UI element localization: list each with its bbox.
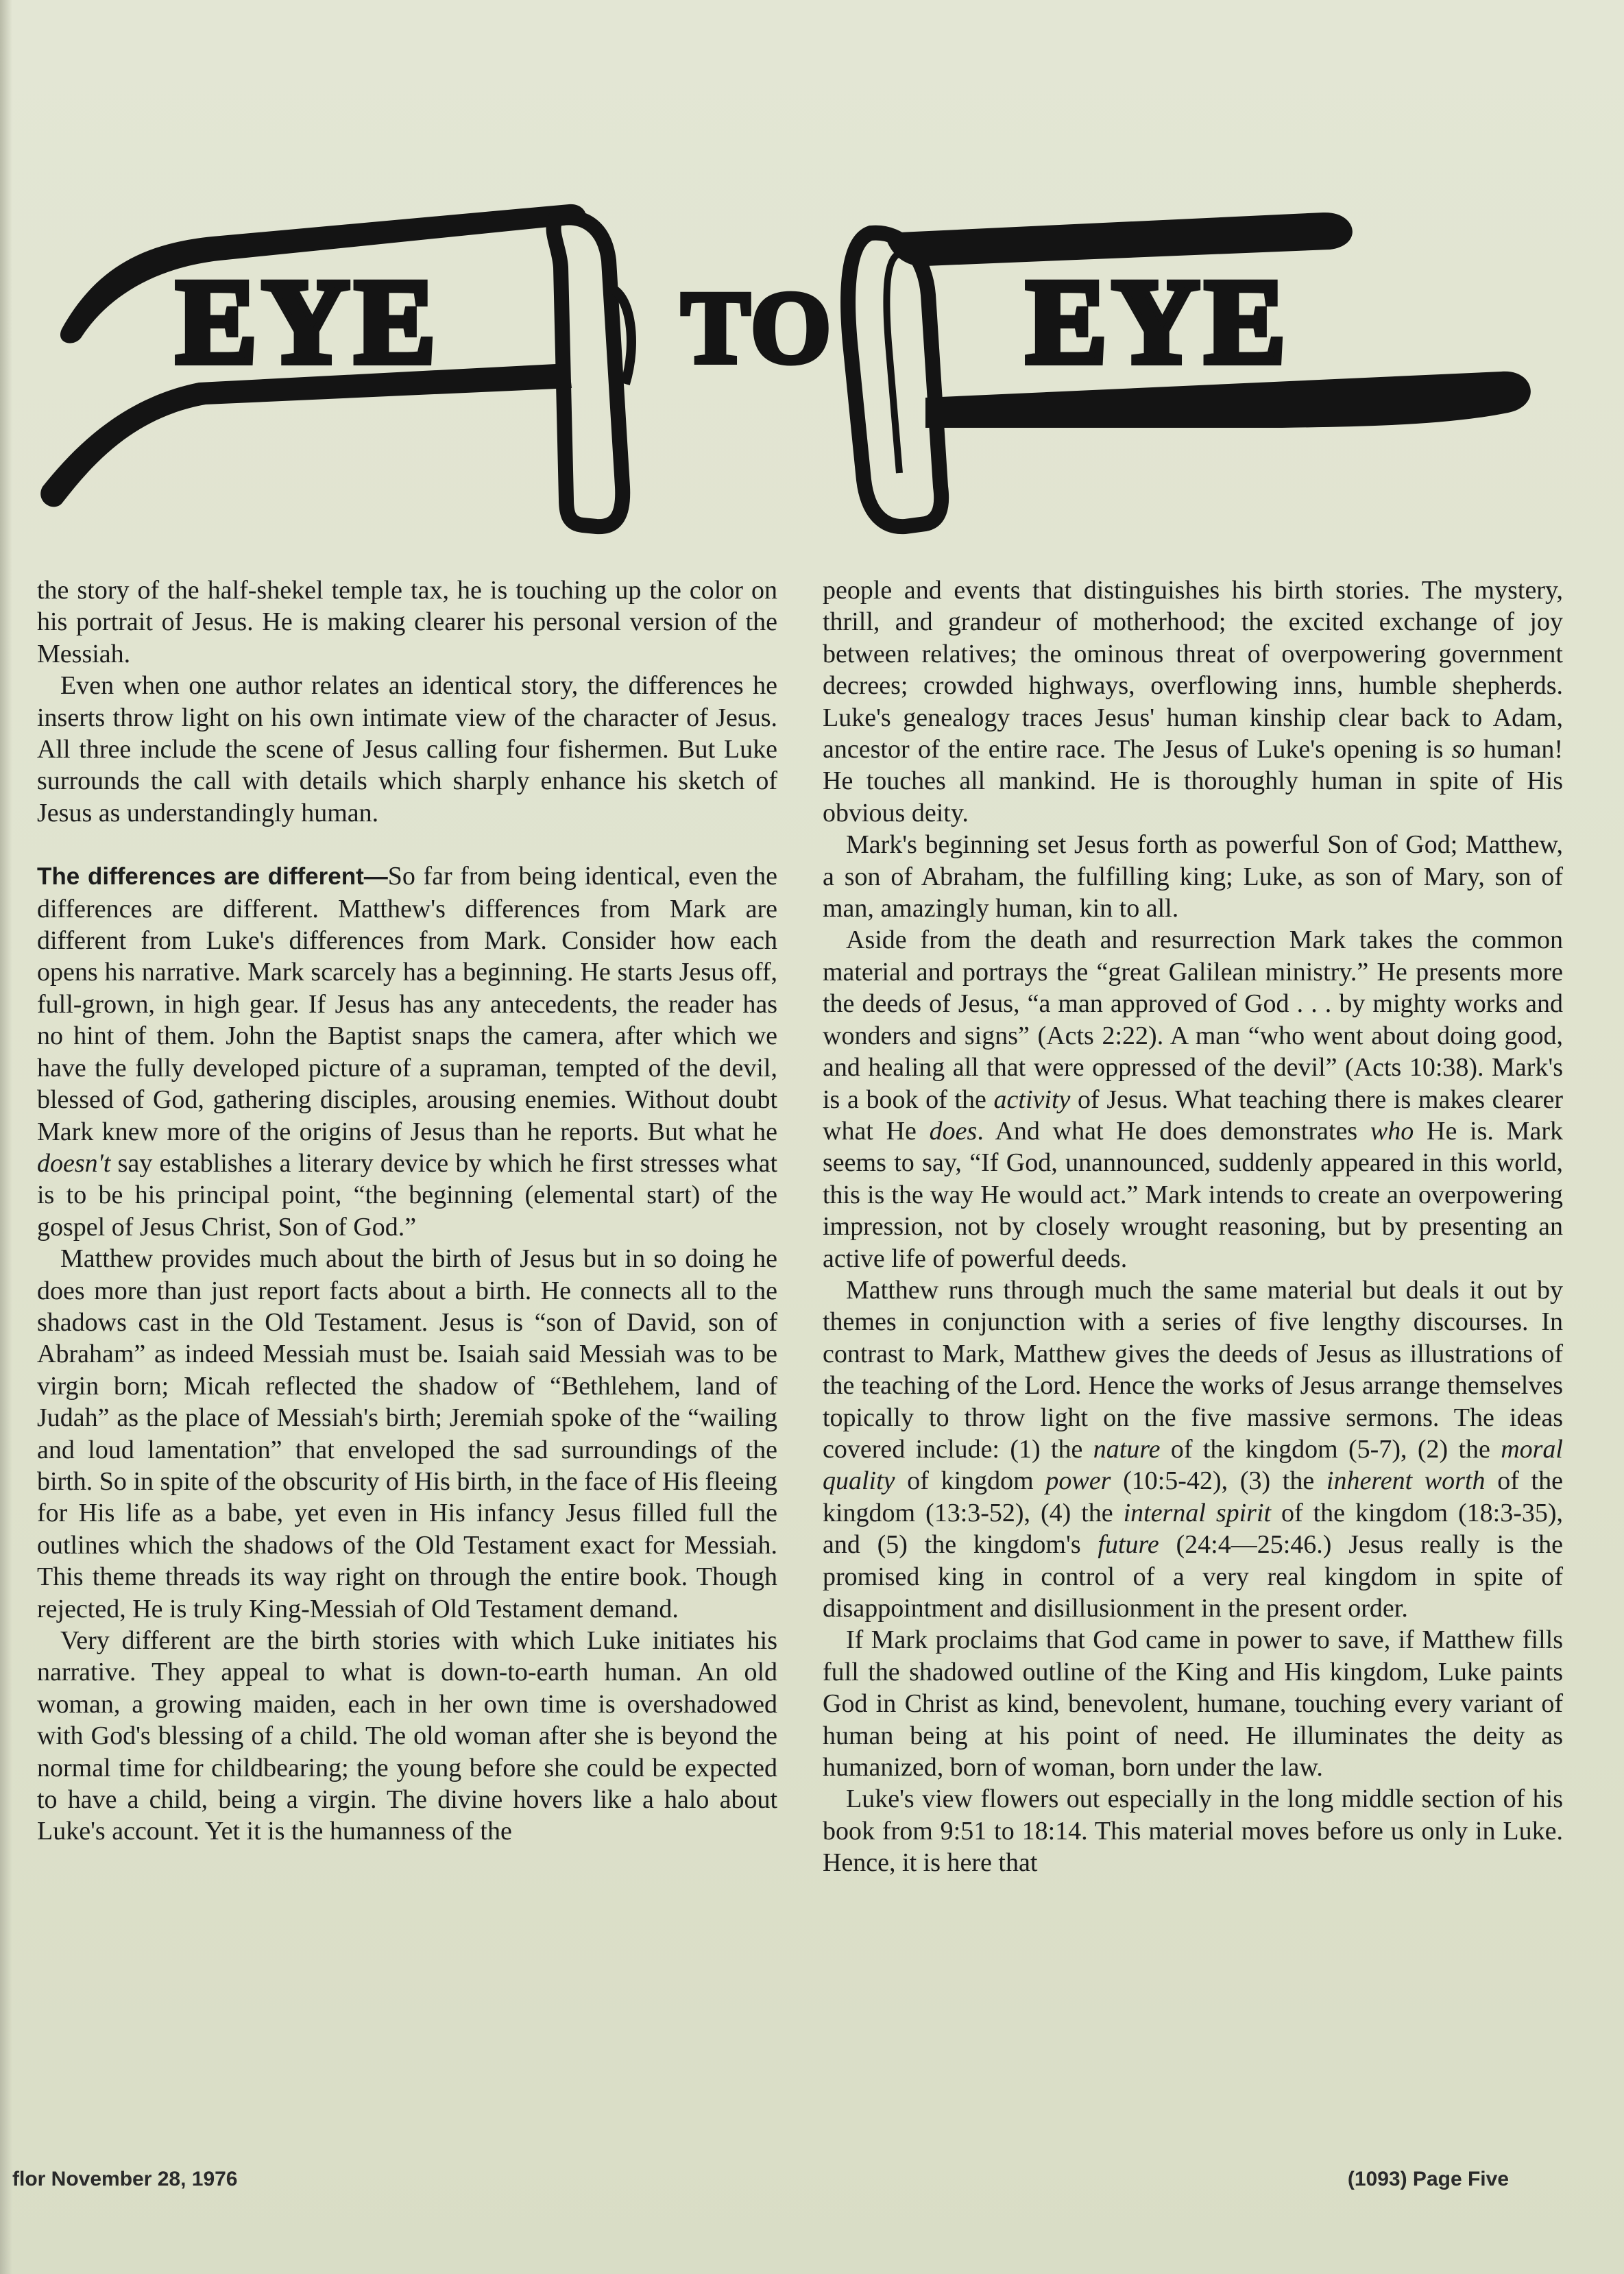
paragraph: the story of the half-shekel temple tax, he is touching up the color on his portrait of Jesus. He is making clearer his personal version of the Messiah. bbox=[37, 576, 777, 668]
paragraph: If Mark proclaims that God came in power to save, if Matthew fills full the shadowed outline of the King and His kingdom, Luke paints God in Christ as kind, benevolent, humane, touching every variant of human being at his point of need. He illuminates the deity as humanized, born of woman, born under the law. bbox=[823, 1625, 1563, 1782]
footer-page-number: (1093) Page Five bbox=[1347, 2168, 1509, 2190]
footer-publication-date: flor November 28, 1976 bbox=[12, 2168, 238, 2190]
paragraph: Matthew runs through much the same material but deals it out by themes in conjunction with a series of five lengthy discourses. In contrast to Mark, Matthew gives the deeds of Jesus as illustrations of the teaching of the Lord. Hence the works of Jesus arrange themselves topically to throw light on the five massive sermons. The ideas covered include: (1) the nature of the kingdom (5-7), (2) the moral quality of kingdom power (10:5-42), (3) the inherent worth of the kingdom (13:3-52), (4) the internal spirit of the kingdom (18:3-35), and (5) the kingdom's future (24:4—25:46.) Jesus really is the promised king in control of a very real kingdom in spite of disappointment and disillusionment in the present order. bbox=[823, 1275, 1564, 1623]
title-artwork-eyeglasses bbox=[34, 192, 1542, 548]
paragraph: Matthew provides much about the birth of Jesus but in so doing he does more than just report facts about a birth. He connects all to the shadows cast in the Old Testament. Jesus is “son of David, son of Abraham” as indeed Messiah must be. Isaiah said Messiah was to be virgin born; Micah reflected the shadow of “Bethlehem, land of Judah” as the place of Messiah's birth; Jeremiah spoke of the “wailing and loud lamentation” that enveloped the sad surroundings of the birth. So in spite of the obscurity of His birth, in the face of His fleeing for His life as a babe, yet even in His infancy Jesus filled full the outlines which the shadows of the Old Testament exact for Messiah. This theme threads its way right on through the entire book. Though rejected, He is truly King-Messiah of Old Testament demand. bbox=[37, 1244, 777, 1623]
binding-shadow bbox=[0, 0, 12, 2274]
article-column-left bbox=[37, 574, 777, 1848]
paragraph: Luke's view flowers out especially in the long middle section of his book from 9:51 to 18:14. This material moves before us only in Luke. Hence, it is here that bbox=[823, 1785, 1563, 1878]
subheading: The differences are different— bbox=[37, 863, 388, 891]
paragraph: Even when one author relates an identical story, the differences he inserts throw light on his own intimate view of the character of Jesus. All three include the scene of Jesus calling four fishermen. But Luke surrounds the call with details which sharply enhance his sketch of Jesus as understandingly human. bbox=[37, 671, 777, 827]
left-glasses-rim bbox=[554, 218, 623, 527]
paragraph: Mark's beginning set Jesus forth as powerful Son of God; Matthew, a son of Abraham, the fulfilling king; Luke, as son of Mary, son of man, amazingly human, kin to all. bbox=[823, 830, 1563, 923]
page-footer bbox=[0, 2168, 1624, 2202]
paragraph: Aside from the death and resurrection Mark takes the common material and portrays the “great Galilean ministry.” He presents more the deeds of Jesus, “a man approved of God . . . by mighty works and wonders and signs” (Acts 2:22). A man “who went about doing good, and healing all that were oppressed of the devil” (Acts 10:38). Mark's is a book of the activity of Jesus. What teaching there is makes clearer what He does. And what He does demonstrates who He is. Mark seems to say, “If God, unannounced, suddenly appeared in this world, this is the way He would act.” Mark intends to create an overpowering impression, not by closely wrought reasoning, but by presenting an active life of powerful deeds. bbox=[823, 926, 1563, 1273]
right-glasses-inner-rim bbox=[886, 254, 899, 473]
title-word-to: TO bbox=[681, 271, 834, 385]
paragraph: people and events that distinguishes his birth stories. The mystery, thrill, and grandeur of motherhood; the excited exchange of joy between relatives; the ominous threat of overpowering government decrees; crowded highways, overflowing inns, humble shepherds. Luke's genealogy traces Jesus' human kinship clear back to Adam, ancestor of the entire race. The Jesus of Luke's opening is so human! He touches all mankind. He is thoroughly human in spite of His obvious deity. bbox=[823, 576, 1563, 827]
article-column-right bbox=[823, 574, 1563, 1879]
paragraph-with-subheading: The differences are different—So far from being identical, even the differences are different. Matthew's differences from Mark are different from Luke's differences from Mark. Consider how each opens his narrative. Mark scarcely has a beginning. He starts Jesus off, full-grown, in high gear. If Jesus has any antecedents, the reader has no hint of them. John the Baptist snaps the camera, after which we have the fully developed picture of a supraman, tempted of the devil, blessed of God, gathering disciples, arousing enemies. Without doubt Mark knew more of the origins of Jesus than he reports. But what he doesn't say establishes a literary device by which he first stresses what is to be his principal point, “the beginning (elemental start) of the gospel of Jesus Christ, Son of God.” bbox=[37, 862, 777, 1242]
title-word-eye-left: EYE bbox=[176, 255, 441, 389]
title-word-eye-right: EYE bbox=[1026, 255, 1291, 389]
paragraph: Very different are the birth stories with which Luke initiates his narrative. They appeal to what is down-to-earth human. An old woman, a growing maiden, each in her own time is overshadowed with God's blessing of a child. The old woman after she is beyond the normal time for childbearing; the young before she could be expected to have a child, being a virgin. The divine hovers like a halo about Luke's account. Yet it is the humanness of the bbox=[37, 1626, 777, 1846]
